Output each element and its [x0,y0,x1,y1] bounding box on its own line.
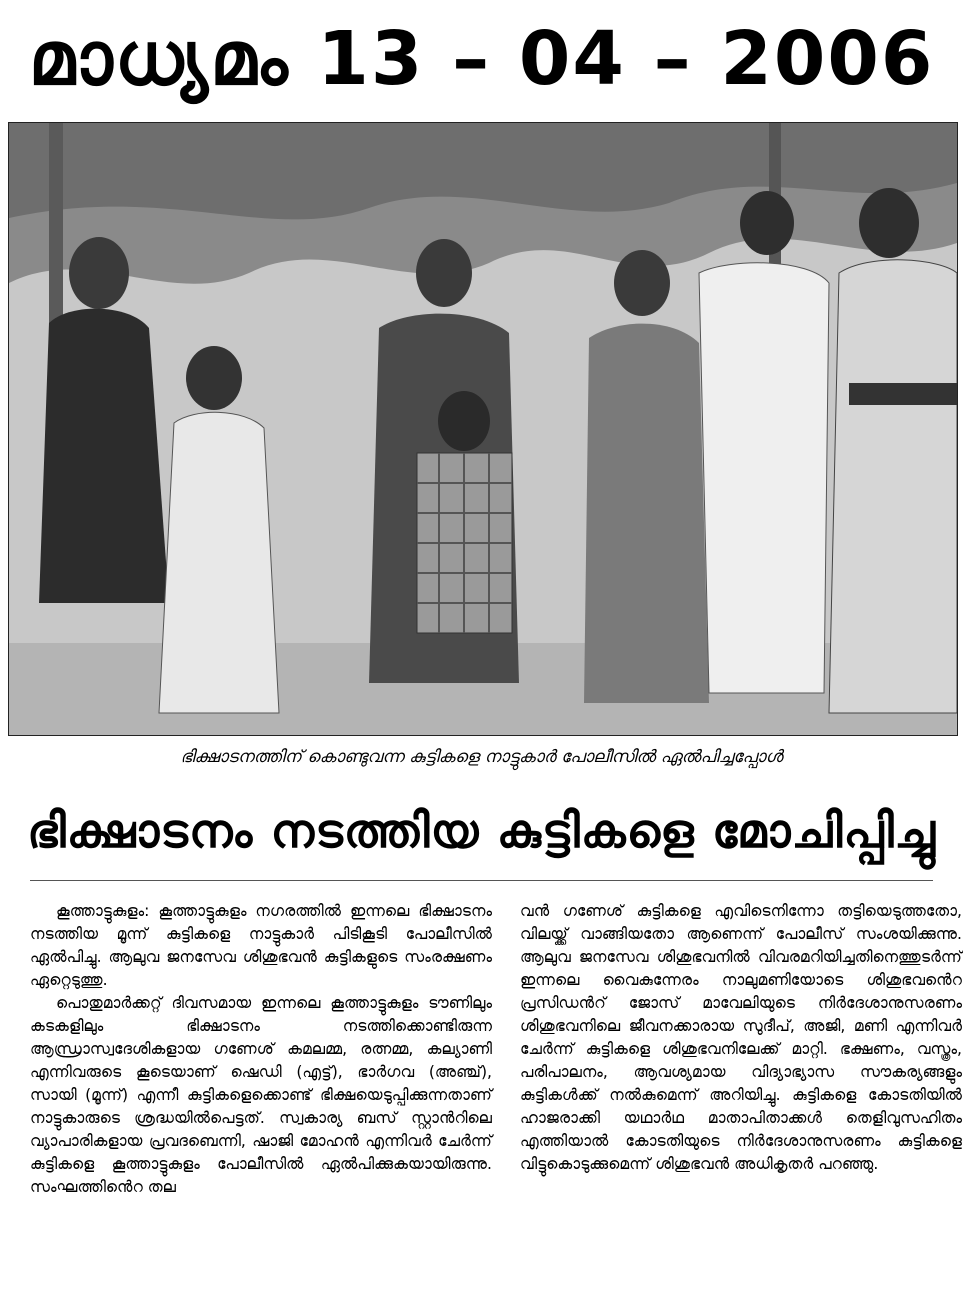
article-paragraph: കൂത്താട്ടുകുളം: കൂത്താട്ടുകുളം നഗരത്തിൽ ഇന്നലെ ഭിക്ഷാടനം നടത്തിയ മൂന്ന് കുട്ടികളെ നാട്ടുകാർ പിടികൂടി പോലീസിൽ ഏൽപിച്ചു. ആലുവ ജനസേവ ശിശുഭവൻ കുട്ടികളുടെ സംരക്ഷണം ഏറ്റെടുത്തു. [30,902,492,989]
news-photo [8,122,958,736]
newspaper-masthead: മാധ്യമം 13 – 04 – 2006 [28,16,935,102]
article-paragraph: വൻ ഗണേശ് കുട്ടികളെ എവിടെനിന്നോ തട്ടിയെടുത്തതോ, വിലയ്ക്ക് വാങ്ങിയതോ ആണെന്ന് പോലീസ് സംശയിക്കുന്നു. ആലുവ ജനസേവ ശിശുഭവനിൽ വിവരമറിയിച്ചതിനെത്തുടർന്ന് ഇന്നലെ വൈകുന്നേരം നാലുമണിയോടെ ശിശുഭവൻെറ പ്രസിഡൻറ് ജോസ് മാവേലിയുടെ നിർദേശാനുസരണം ശിശുഭവനിലെ ജീവനക്കാരായ സുദീപ്, അജി, മണി എന്നിവർ ചേർന്ന് കുട്ടികളെ ശിശുഭവനിലേക്ക് മാറ്റി. ഭക്ഷണം, വസ്ത്രം, പരിപാലനം, ആവശ്യമായ വിദ്യാഭ്യാസ സൗകര്യങ്ങളും കുട്ടികൾക്ക് നൽകുമെന്ന് അറിയിച്ചു. കുട്ടികളെ കോടതിയിൽ ഹാജരാക്കി യഥാർഥ മാതാപിതാക്കൾ തെളിവുസഹിതം എത്തിയാൽ കോടതിയുടെ നിർദേശാനുസരണം കുട്ടികളെ വിട്ടുകൊടുക്കുമെന്ന് ശിശുഭവൻ അധികൃതർ പറഞ്ഞു. [520,902,962,1173]
photo-illustration [9,123,957,735]
headline-divider [30,880,933,881]
photo-caption: ഭിക്ഷാടനത്തിന് കൊണ്ടുവന്ന കുട്ടികളെ നാട്ടുകാർ പോലീസിൽ ഏൽപിച്ചപ്പോൾ [180,747,783,767]
article-column-right [520,900,962,1176]
article-headline: ഭിക്ഷാടനം നടത്തിയ കുട്ടികളെ മോചിപ്പിച്ചു [27,804,936,859]
article-column-left [30,900,492,1199]
article-paragraph: പൊതുമാർക്കറ്റ് ദിവസമായ ഇന്നലെ കൂത്താട്ടുകുളം ടൗണിലും കടകളിലും ഭിക്ഷാടനം നടത്തിക്കൊണ്ടിരുന്ന ആന്ധ്രാസ്വദേശികളായ ഗണേശ് കമലമ്മ, രത്നമ്മ, കല്യാണി എന്നിവരുടെ കൂടെയാണ് ഷെഡി (എട്ട്), ഭാർഗവ (അഞ്ച്), സായി (മൂന്ന്) എന്നീ കുട്ടികളെക്കൊണ്ട് ഭിക്ഷയെടുപ്പിക്കുന്നതാണ് നാട്ടുകാരുടെ ശ്രദ്ധയിൽപെട്ടത്. സ്വകാര്യ ബസ് സ്റ്റാൻറിലെ വ്യാപാരികളായ പ്രവദബെന്നി, ഷാജി മോഹൻ എന്നിവർ ചേർന്ന് കുട്ടികളെ കൂത്താട്ടുകുളം പോലീസിൽ ഏൽപിക്കുകയായിരുന്നു. സംഘത്തിൻെറ തല [30,994,492,1196]
